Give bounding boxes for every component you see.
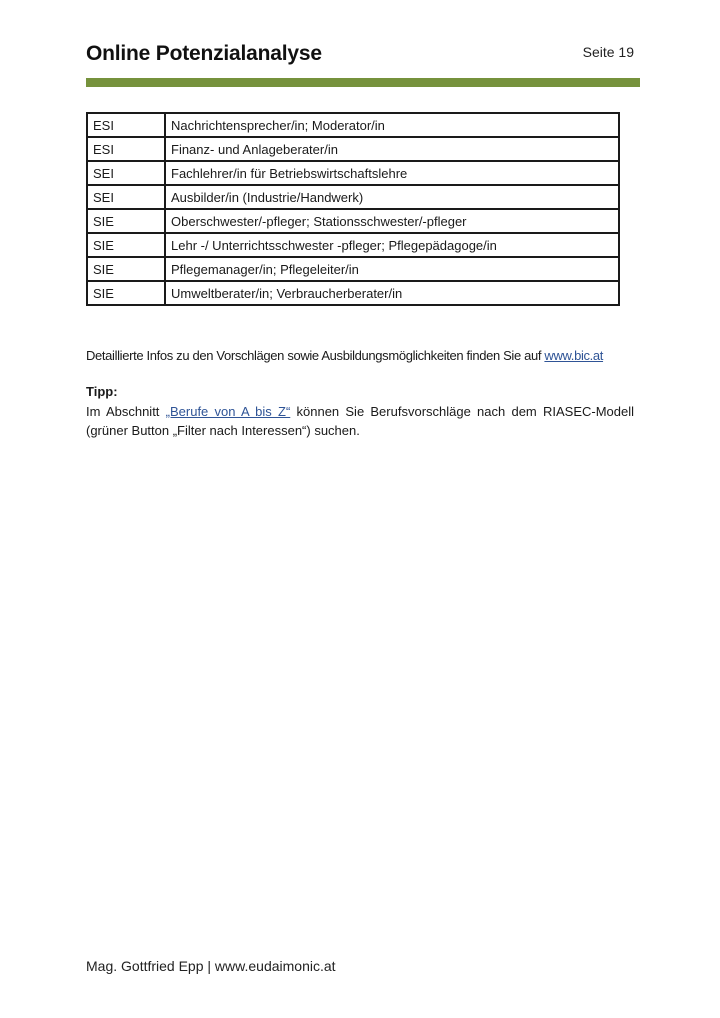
page-title: Online Potenzialanalyse bbox=[86, 42, 322, 65]
berufe-link[interactable]: „Berufe von A bis Z“ bbox=[165, 404, 291, 419]
riasec-code-cell: SIE bbox=[87, 233, 165, 257]
riasec-code-cell: ESI bbox=[87, 113, 165, 137]
table-row bbox=[87, 185, 619, 209]
table-row bbox=[87, 137, 619, 161]
table-row bbox=[87, 161, 619, 185]
page-number: Seite 19 bbox=[582, 44, 634, 60]
tipp-text-before: Im Abschnitt bbox=[86, 404, 166, 419]
occupation-cell: Umweltberater/in; Verbraucherberater/in bbox=[165, 281, 619, 305]
occupation-cell: Nachrichtensprecher/in; Moderator/in bbox=[165, 113, 619, 137]
occupation-table bbox=[86, 112, 620, 306]
tipp-paragraph bbox=[86, 402, 634, 440]
footer-text: Mag. Gottfried Epp | www.eudaimonic.at bbox=[86, 958, 336, 974]
info-paragraph bbox=[86, 346, 634, 365]
tipp-text-after: können Sie Berufsvorschläge nach dem RIASEC-Modell (grüner Button „Filter nach Interessen“) suchen. bbox=[86, 404, 635, 438]
table-row bbox=[87, 209, 619, 233]
riasec-code-cell: SIE bbox=[87, 209, 165, 233]
info-text: Detaillierte Infos zu den Vorschlägen sowie Ausbildungsmöglichkeiten finden Sie auf bbox=[86, 348, 545, 363]
tipp-heading: Tipp: bbox=[86, 384, 118, 399]
bic-link[interactable]: www.bic.at bbox=[544, 348, 604, 363]
table-row bbox=[87, 233, 619, 257]
table-row bbox=[87, 281, 619, 305]
riasec-code-cell: ESI bbox=[87, 137, 165, 161]
riasec-code-cell: SIE bbox=[87, 257, 165, 281]
riasec-code-cell: SEI bbox=[87, 161, 165, 185]
occupation-cell: Ausbilder/in (Industrie/Handwerk) bbox=[165, 185, 619, 209]
table-row bbox=[87, 113, 619, 137]
occupation-cell: Fachlehrer/in für Betriebswirtschaftslehre bbox=[165, 161, 619, 185]
riasec-code-cell: SIE bbox=[87, 281, 165, 305]
header-divider-bar bbox=[86, 78, 640, 87]
occupation-cell: Oberschwester/-pfleger; Stationsschwester/-pfleger bbox=[165, 209, 619, 233]
occupation-cell: Pflegemanager/in; Pflegeleiter/in bbox=[165, 257, 619, 281]
occupation-cell: Lehr -/ Unterrichtsschwester -pfleger; Pflegepädagoge/in bbox=[165, 233, 619, 257]
riasec-code-cell: SEI bbox=[87, 185, 165, 209]
table-row bbox=[87, 257, 619, 281]
occupation-cell: Finanz- und Anlageberater/in bbox=[165, 137, 619, 161]
